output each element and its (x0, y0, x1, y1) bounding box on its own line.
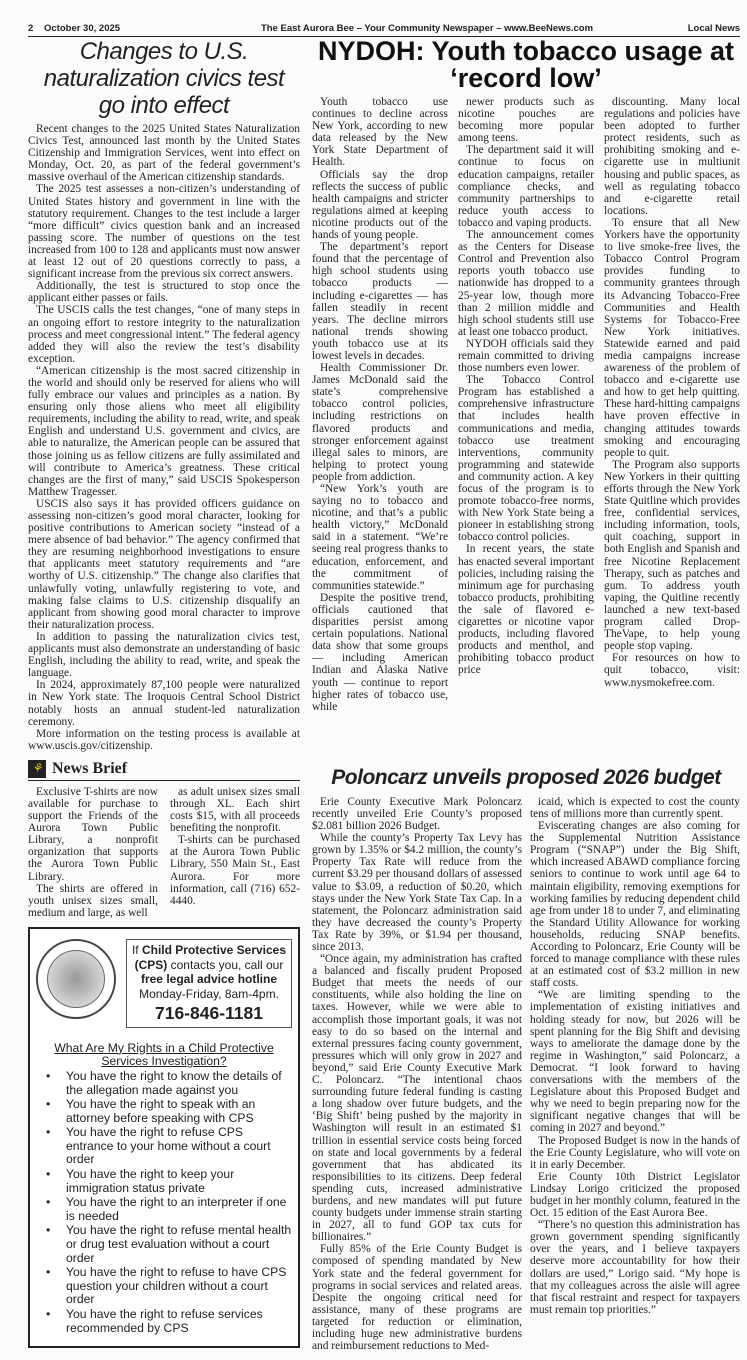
paragraph: In addition to passing the naturalization civics test, applicants must also demonstrate an understanding of basic English, including the ability to read, write, and speak the language. (28, 630, 300, 680)
paragraph: as adult unisex sizes small through XL. Each shirt costs $15, with all proceeds benefiting the nonprofit. (170, 785, 300, 835)
paragraph: Officials say the drop reflects the success of public health campaigns and stricter regulations aimed at keeping nicotine products out of the hands of young people. (312, 168, 448, 242)
news-brief-title: News Brief (52, 759, 128, 777)
paragraph: Youth tobacco use continues to decline across New York, according to new data released by the New York State Department of Health. (312, 96, 448, 169)
paragraph: The Tobacco Control Program has established a comprehensive infrastructure that includes health communications and media, tobacco use treatment interventions, community programming and statewide and community action. A key focus of the program is to promote tobacco-free norms, with New York State being a pioneer in establishing strong tobacco control policies. (458, 374, 594, 544)
right-item: • You have the right to refuse CPS entrance to your home without a court order (36, 1126, 292, 1167)
naturalization-story (28, 37, 300, 752)
tobacco-column-3 (604, 96, 740, 713)
budget-story (312, 760, 740, 1352)
paragraph: To ensure that all New Yorkers have the opportunity to live smoke-free lives, the Tobacco Control Program provides funding to community grantees through its Advancing Tobacco-Free Communities and Health Systems for Tobacco-Free New York initiatives. Statewide earned and paid media campaigns increase awareness of the problem of tobacco and e-cigarette use and how to get help quitting. These hard-hitting campaigns have proven effective in changing attitudes towards smoking and encouraging people to quit. (604, 216, 740, 459)
paragraph: “There’s no question this administration has grown government spending significantly over the years, and I believe taxpayers deserve more accountability for how their dollars are used,” Lorigo said. “My hope is that my colleagues across the aisle will agree that fiscal restraint and respect for taxpayers must remain top priorities.” (530, 1219, 740, 1316)
right-item: • You have the right to refuse to have CPS question your children without a court order (36, 1266, 292, 1307)
paragraph: Eviscerating changes are also coming for the Supplemental Nutrition Assistance Program (“SNAP”) under the Big Shift, which increased ABAWD compliance forcing seniors to continue to work until age 64 to maintain eligibility, removing exemptions for working families by reducing dependent child age from under 18 to under 7, and eliminating the Standard Utility Allowance for working households, reducing SNAP benefits. According to Poloncarz, Erie County will be forced to manage compliance with these rules at an estimated cost of $3.2 million in new staff costs. (530, 820, 740, 990)
paragraph: Fully 85% of the Erie County Budget is composed of spending mandated by New York state and the federal government for programs in social services and related areas. Despite the ongoing critical need for assistance, many of these programs are targeted for reduction or elimination, including huge new administrative burdens and reimbursement reductions to Med- (312, 1243, 522, 1353)
right-item: • You have the right to know the details of the allegation made against you (36, 1070, 292, 1097)
paragraph: Despite the positive trend, officials cautioned that disparities persist among certain populations. National data show that some groups — including American Indian and Alaska Native youth — continue to report higher rates of tobacco use, while (312, 591, 448, 713)
paragraph: More information on the testing process is available at www.uscis.gov/citizenship. (28, 727, 300, 752)
right-item: • You have the right to speak with an attorney before speaking with CPS (36, 1098, 292, 1125)
budget-headline: Poloncarz unveils proposed 2026 budget (331, 765, 721, 789)
assigned-counsel-seal-icon (36, 939, 116, 1019)
cps-legal-ad (28, 927, 300, 1348)
paragraph: “Once again, my administration has crafted a balanced and fiscally prudent Proposed Budget that meets the needs of our constituents, while also holding the line on taxes. However, while we were able to accomplish those important goals, it was not easy to do so based on the internal and external pressures facing county government, pressures which will only grow in 2027 and beyond,” said Erie County Executive Mark C. Poloncarz. “The intentional chaos surrounding future federal funding is casting a long shadow over future budgets, and the ‘Big Shift’ being pushed by the majority in Washington will result in an estimated $1 trillion in essential service costs being forced on state and local governments by a federal government that has abdicated its responsibilities to its citizens. Deep federal spending cuts, increased administrative burdens, and new mandates will put future county budgets under immense strain starting in 2027, all to fund GOP tax cuts for billionaires.” (312, 953, 522, 1244)
paragraph: Erie County Executive Mark Poloncarz recently unveiled Erie County’s proposed $2.081 billion 2026 Budget. (312, 795, 522, 833)
news-brief (28, 760, 300, 919)
budget-column-2 (530, 796, 740, 1352)
news-brief-column-2 (170, 786, 300, 919)
paragraph: icaid, which is expected to cost the county tens of millions more than currently spent. (530, 795, 740, 820)
paragraph: In recent years, the state has enacted several important policies, including raising the minimum age for purchasing tobacco products, prohibiting the sale of flavored e-cigarettes or nicotine vapor products, including flavored products and menthol, and prohibiting tobacco product price (458, 543, 594, 677)
rights-title: What Are My Rights in a Child Protective Services Investigation? (54, 1040, 274, 1069)
page-header (28, 22, 740, 37)
tobacco-story (312, 37, 740, 713)
paragraph: While the county’s Property Tax Levy has grown by 1.35% or $4.2 million, the county’s Property Tax Rate will reduce from the current $3.29 per thousand dollars of assessed value to $3.09, a reduction of $0.20, which stays under the New York State Tax Cap. In a statement, the Poloncarz administration said they have decreased the county’s Property Tax Rate by 39%, or $1.94 per thousand, since 2013. (312, 832, 522, 953)
paragraph: NYDOH officials said they remain committed to driving those numbers even lower. (458, 337, 594, 375)
paragraph: Recent changes to the 2025 United States Naturalization Civics Test, announced last month by the United States Citizenship and Immigration Services, went into effect on Monday, Oct. 20, as part of the federal government’s massive overhaul of the American citizenship standards. (28, 123, 300, 184)
paragraph: Erie County 10th District Legislator Lindsay Lorigo criticized the proposed budget in her monthly column, featured in the Oct. 15 edition of the East Aurora Bee. (530, 1170, 740, 1220)
masthead: The East Aurora Bee – Your Community Newspaper – www.BeeNews.com (260, 23, 594, 34)
paragraph: The Proposed Budget is now in the hands of the Erie County Legislature, who will vote on it in early December. (530, 1134, 740, 1171)
hotline-callout: If Child Protective Services (CPS) contacts you, call our free legal advice hotline Monday-Friday, 8am-4pm. 716-846-1181 (126, 939, 292, 1028)
budget-column-1 (312, 796, 522, 1352)
paragraph: “We are limiting spending to the implementation of existing initiatives and holding steady for now, but 2026 will be spent planning for the Big Shift and devising ways to ameliorate the damage done by the regime in Washington,” said Poloncarz, a Democrat. “I look forward to having conversations with the members of the Legislature about this Proposed Budget and why we need to begin preparing now for the significant negative changes that will be coming in 2027 and beyond.” (530, 989, 740, 1135)
paragraph: “American citizenship is the most sacred citizenship in the world and should only be reserved for aliens who will fully embrace our values and principles as a nation. By ensuring only those aliens who meet all eligibility requirements, including the ability to read, write, and speak English and understand U.S. government and civics, are able to naturalize, the American people can be assured that those joining us as fellow citizens are fully assimilated and will contribute to America’s greatness. These critical changes are the first of many,” said USCIS Spokesperson Matthew Tragesser. (28, 364, 300, 498)
page-number: 2 (28, 23, 34, 34)
right-item: • You have the right to keep your immigration status private (36, 1168, 292, 1195)
hotline-phone: 716-846-1181 (154, 1002, 264, 1023)
paragraph: The shirts are offered in youth unisex sizes small, medium and large, as well (28, 882, 158, 919)
tobacco-headline: NYDOH: Youth tobacco usage at ‘record low’ (317, 36, 735, 93)
paragraph: “New York’s youth are saying no to tobacco and nicotine, and that’s a public health victory,” McDonald said in a statement. “We’re seeing real progress thanks to education, enforcement, and the commitment of communities statewide.” (312, 483, 448, 592)
paragraph: Health Commissioner Dr. James McDonald said the state’s comprehensive tobacco control policies, including restrictions on flavored products and stronger enforcement against illegal sales to minors, are helping to protect young people from addiction. (312, 362, 448, 483)
paragraph: For resources on how to quit tobacco, visit: www.nysmokefree.com. (604, 652, 740, 689)
paragraph: The department said it will continue to focus on education campaigns, retailer compliance checks, and community partnerships to reduce youth access to tobacco and vaping products. (458, 144, 594, 229)
paragraph: The department’s report found that the percentage of high school students using tobacco products — including e-cigarettes — has fallen steadily in recent years. The decline mirrors national trends showing youth tobacco use at its lowest levels in decades. (312, 241, 448, 362)
top-section (28, 37, 740, 752)
bottom-section (28, 760, 740, 1352)
paragraph: Additionally, the test is structured to stop once the applicant either passes or fails. (28, 280, 300, 305)
paragraph: discounting. Many local regulations and policies have been adopted to further protect residents, such as prohibiting smoking and e-cigarette use in multiunit housing and public spaces, as well as regulating tobacco and e-cigarette retail locations. (604, 96, 740, 217)
paragraph: The 2025 test assesses a non-citizen’s understanding of United States history and government in line with the statutory requirement. Changes to the test include a larger “more difficult” civics question bank and an increased passing score. The number of questions on the test increased from 100 to 128 and applicants must now answer at least 12 out of 20 questions correctly to pass, a significant increase from the previous six correct answers. (28, 183, 300, 281)
paragraph: T-shirts can be purchased at the Aurora Town Public Library, 550 Main St., East Aurora. For more information, call (716) 652-4440. (170, 834, 300, 907)
issue-date: October 30, 2025 (44, 23, 121, 34)
rights-list (36, 1042, 292, 1335)
paragraph: The USCIS calls the test changes, “one of many steps in an ongoing effort to restore integrity to the naturalization process and meet congressional intent.” The federal agency added they will also the review the test’s disability exception. (28, 304, 300, 365)
paragraph: The announcement comes as the Centers for Disease Control and Prevention also reports youth tobacco use nationwide has dropped to a 25-year low, though more than 2 million middle and high school students still use at least one tobacco product. (458, 229, 594, 338)
bee-logo-icon: ⚘ (28, 760, 46, 778)
naturalization-article (28, 123, 300, 752)
right-item: • You have the right to an interpreter if one is needed (36, 1196, 292, 1223)
tobacco-column-1 (312, 96, 448, 713)
naturalization-headline: Changes to U.S. naturalization civics test go into effect (43, 38, 285, 119)
right-item: • You have the right to refuse services recommended by CPS (36, 1308, 292, 1335)
paragraph: The Program also supports New Yorkers in their quitting efforts through the New York State Quitline which provides free, confidential services, including information, tools, quit coaching, support in both English and Spanish and free Nicotine Replacement Therapy, such as patches and gum. To address youth vaping, the Quitline recently launched a new text-based program called Drop-TheVape, to help young people stop vaping. (604, 458, 740, 653)
paragraph: USCIS also says it has provided officers guidance on assessing non-citizen’s good moral character, looking for positive contributions to American society “instead of a mere absence of bad behavior.” The agency confirmed that they are resuming neighborhood investigations to ensure that applicants meet statutory requirements and “are worthy of U.S. citizenship.” The change also clarifies that unlawfully voting, unlawfully registering to vote, and making false claims to U.S. citizenship disqualify an applicant from showing good moral character to improve their naturalization process. (28, 497, 300, 631)
section-name: Local News (687, 23, 740, 34)
news-brief-header (28, 760, 300, 781)
paragraph: newer products such as nicotine pouches are becoming more popular among teens. (458, 96, 594, 145)
news-brief-column-1 (28, 786, 158, 919)
paragraph: Exclusive T-shirts are now available for purchase to support the Friends of the Aurora Town Public Library, a nonprofit organization that supports the Aurora Town Public Library. (28, 785, 158, 883)
paragraph: In 2024, approximately 87,100 people were naturalized in New York state. The Iroquois Central School District notably hosts an annual student-led naturalization ceremony. (28, 679, 300, 728)
right-item: • You have the right to refuse mental health or drug test evaluation without a court order (36, 1224, 292, 1265)
tobacco-column-2 (458, 96, 594, 713)
